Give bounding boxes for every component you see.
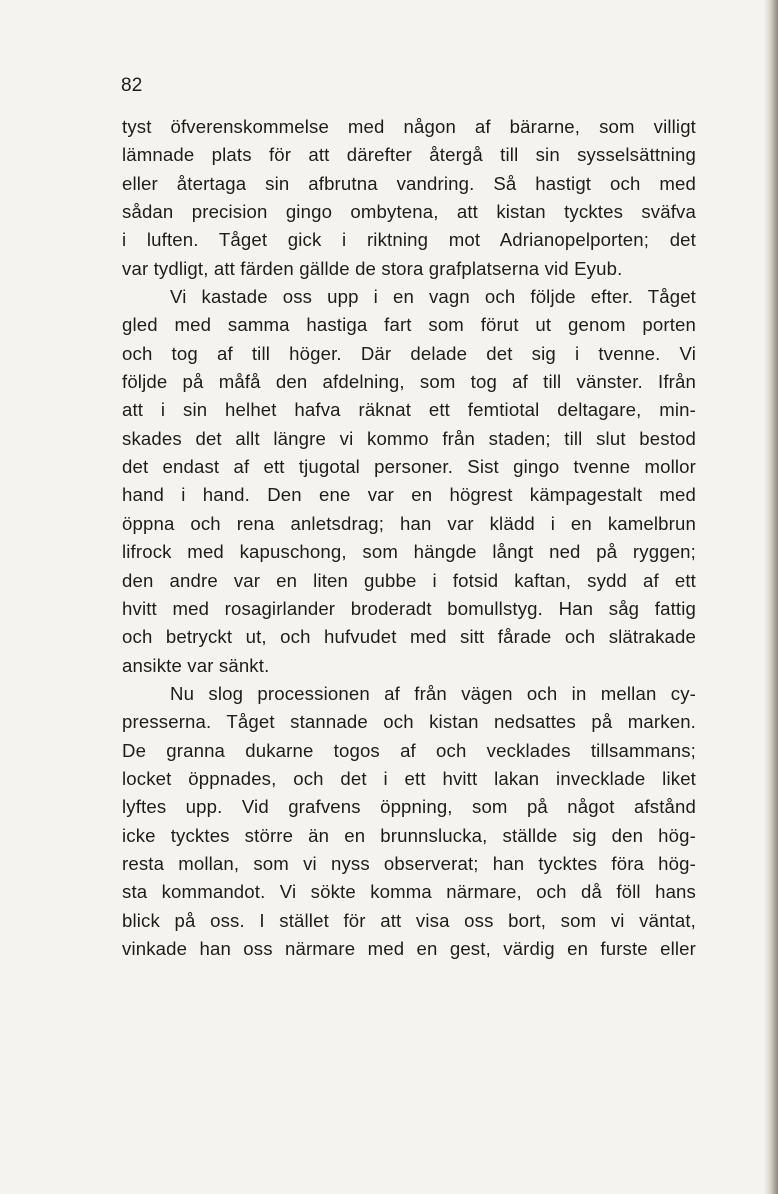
text-line: lämnade plats för att därefter återgå till sin sysselsättning (122, 144, 696, 166)
text-line: locket öppnades, och det i ett hvitt lakan invecklade liket (122, 767, 696, 789)
text-line: sådan precision gingo ombytena, att kistan tycktes sväfva (122, 201, 696, 223)
text-line: lifrock med kapuschong, som hängde långt ned på ryggen; (122, 541, 696, 563)
text-line: gled med samma hastiga fart som förut ut genom porten (122, 314, 696, 336)
text-line: var tydligt, att färden gällde de stora grafplatserna vid Eyub. (122, 257, 623, 279)
text-line: De granna dukarne togos af och vecklades tillsammans; (122, 739, 696, 761)
body-text (122, 113, 696, 963)
text-line: och betryckt ut, och hufvudet med sitt fårade och slätrakade (122, 626, 696, 648)
text-line: presserna. Tåget stannade och kistan nedsattes på marken. (122, 711, 696, 733)
text-line: Vi kastade oss upp i en vagn och följde efter. Tåget (170, 286, 696, 308)
text-line: hvitt med rosagirlander broderadt bomullstyg. Han såg fattig (122, 597, 696, 619)
text-line: öppna och rena anletsdrag; han var klädd i en kamelbrun (122, 512, 696, 534)
text-line: det endast af ett tjugotal personer. Sist gingo tvenne mollor (122, 456, 696, 478)
text-line: ansikte var sänkt. (122, 654, 270, 676)
text-line: i luften. Tåget gick i riktning mot Adrianopelporten; det (122, 229, 696, 251)
text-line: hand i hand. Den ene var en högrest kämpagestalt med (122, 484, 696, 506)
text-line: att i sin helhet hafva räknat ett femtiotal deltagare, min- (122, 399, 696, 421)
text-line: skades det allt längre vi kommo från staden; till slut bestod (122, 427, 696, 449)
text-line: resta mollan, som vi nyss observerat; han tycktes föra hög- (122, 852, 696, 874)
text-line: och tog af till höger. Där delade det sig i tvenne. Vi (122, 342, 696, 364)
text-line: icke tycktes större än en brunnslucka, ställde sig den hög- (122, 824, 696, 846)
text-line: eller återtaga sin afbrutna vandring. Så hastigt och med (122, 172, 696, 194)
text-line: tyst öfverenskommelse med någon af bärarne, som villigt (122, 116, 696, 137)
text-line: följde på måfå den afdelning, som tog af till vänster. Ifrån (122, 371, 696, 393)
text-line: lyftes upp. Vid grafvens öppning, som på något afstånd (122, 796, 696, 818)
page-edge-shadow (764, 0, 778, 1194)
text-line: Nu slog processionen af från vägen och in mellan cy- (170, 682, 696, 704)
text-line: blick på oss. I stället för att visa oss bort, som vi väntat, (122, 909, 696, 931)
text-line: vinkade han oss närmare med en gest, värdig en furste eller (122, 937, 696, 959)
text-line: sta kommandot. Vi sökte komma närmare, och då föll hans (122, 881, 696, 903)
page-number: 82 (121, 75, 143, 96)
text-line: den andre var en liten gubbe i fotsid kaftan, sydd af ett (122, 569, 696, 591)
